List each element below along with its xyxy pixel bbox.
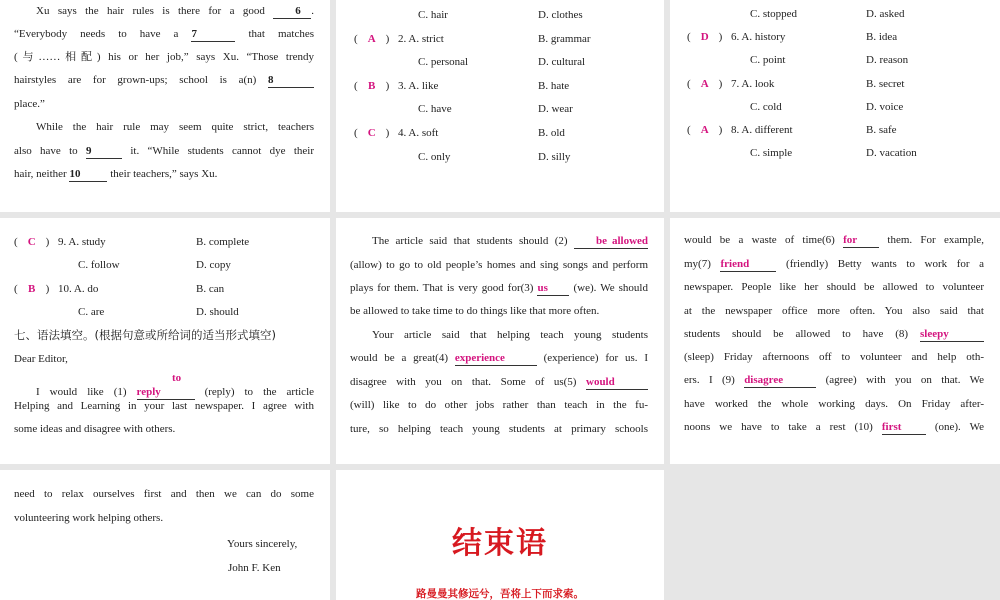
answer-paren: ( C )	[14, 236, 50, 248]
slide-5	[336, 218, 664, 464]
option-right: B. secret	[866, 77, 905, 90]
answer-mark: A	[700, 77, 709, 90]
slide-3	[670, 0, 1000, 212]
answer-mark: C	[367, 127, 376, 139]
answer-paren: ( A )	[687, 124, 723, 136]
question-option-a: 4. A. soft	[398, 127, 439, 139]
question-option-a: 8. A. different	[731, 124, 793, 136]
passage-line: would be a great(4) experience (experience) for us. I	[350, 352, 649, 364]
closing: Yours sincerely,	[227, 538, 298, 550]
passage-line: also have to 9 it. “While students cannot dye their	[14, 145, 314, 157]
passage-line: students should be allowed to have (8) sleepy	[684, 323, 984, 347]
passage-line: I would like (1) to reply (reply) to the article	[36, 372, 315, 398]
question-option-a: 2. A. strict	[398, 32, 444, 45]
option-c: C. simple	[750, 147, 793, 160]
answer-blank-7: 7	[191, 27, 235, 42]
answer-paren: ( B )	[14, 282, 50, 295]
slide-6	[670, 218, 1000, 464]
option-right: D. cultural	[538, 56, 586, 69]
option-c: C. only	[418, 150, 451, 163]
answer-blank-9: disagree	[744, 373, 816, 388]
slide-8	[336, 470, 664, 600]
passage-line: While the hair rule may seem quite strict, teachers	[36, 121, 314, 133]
option-c: C. hair	[418, 9, 448, 21]
answer-mark: D	[700, 31, 709, 44]
question-option-a: 9. A. study	[58, 236, 106, 248]
option-right: B. can	[196, 282, 225, 295]
answer-mark: B	[28, 282, 36, 295]
section-heading: 七、语法填空。(根据句意或所给词的适当形式填空)	[14, 328, 276, 342]
passage-line: ture, so helping teach young students at primary schools	[350, 423, 648, 435]
option-right: D. voice	[866, 100, 904, 113]
answer-blank-8: sleepy	[920, 327, 984, 342]
answer-blank-6: 6	[273, 4, 311, 19]
slide-1	[0, 0, 330, 212]
answer-blank-5: would	[586, 375, 648, 390]
option-right: D. reason	[866, 54, 909, 67]
option-right: D. should	[196, 306, 239, 319]
option-c: C. cold	[750, 100, 782, 113]
option-c: C. follow	[78, 259, 120, 272]
passage-line: need to relax ourselves first and then we can do some	[14, 488, 314, 500]
slide-2	[336, 0, 664, 212]
signature: John F. Ken	[228, 562, 281, 574]
option-c: C. are	[78, 306, 105, 319]
answer-blank-9: 9	[86, 144, 122, 159]
passage-line: hairstyles are for grown-ups; school is a(n) 8	[14, 69, 314, 93]
option-right: D. asked	[866, 8, 905, 20]
answer-paren: ( C )	[354, 127, 390, 139]
answer-mark: C	[27, 236, 36, 248]
question-option-a: 3. A. like	[398, 79, 439, 92]
option-right: D. clothes	[538, 9, 583, 21]
passage-line: “Everybody needs to have a 7 that matches	[14, 28, 315, 40]
passage-line: (will) like to do other jobs rather than teach in the fu-	[350, 399, 648, 411]
answer-mark: A	[700, 124, 709, 136]
passage-line: (与……相配) his or her job,” says Xu. “Those trendy	[14, 51, 314, 63]
answer-paren: ( B )	[354, 79, 390, 92]
passage-line: have worked the whole working days. On Friday after-	[684, 398, 984, 410]
ending-quote: 路曼曼其修远兮，吾将上下而求索。	[416, 588, 584, 600]
answer-paren: ( A )	[354, 32, 390, 45]
passage-line: hair, neither 10 their teachers,” says Xu.	[14, 168, 218, 180]
passage-line: Xu says the hair rules is there for a good 6 .	[36, 5, 314, 17]
passage-line: be allowed to take time to do things like that more often.	[350, 305, 600, 317]
option-right: B. grammar	[538, 32, 591, 45]
passage-line: newspaper. People like her should be allowed to volunteer	[684, 281, 984, 293]
answer-blank-1: to reply	[137, 371, 195, 400]
answer-paren: ( D )	[687, 31, 723, 44]
passage-line: at the newspaper office more often. You also said that	[684, 305, 984, 317]
option-right: D. copy	[196, 259, 231, 272]
question-option-a: 6. A. history	[731, 31, 786, 44]
passage-line: place.”	[14, 98, 45, 110]
option-c: C. stopped	[750, 8, 798, 20]
passage-line: would be a waste of time(6) for them. For example,	[684, 234, 985, 246]
answer-mark: B	[368, 79, 376, 92]
passage-line: plays for them. That is very good for(3) us (we). We should	[350, 282, 648, 294]
answer-blank-10: first	[882, 420, 926, 435]
ending-title: 结束语	[452, 526, 548, 561]
option-c: C. personal	[418, 56, 469, 69]
passage-line: ers. I (9) disagree (agree) with you on that. We	[684, 374, 985, 386]
answer-blank-6: for	[843, 233, 879, 248]
slide-7	[0, 470, 330, 600]
passage-line: (sleep) Friday afternoons off to volunteer and help oth-	[684, 351, 984, 363]
answer-blank-10: 10	[69, 167, 107, 182]
option-right: D. wear	[538, 103, 573, 116]
slide-4	[0, 218, 330, 464]
passage-line: Your article said that helping teach young students	[372, 329, 648, 341]
question-option-a: 10. A. do	[58, 282, 99, 295]
option-right: D. silly	[538, 150, 571, 163]
passage-line: noons we have to take a rest (10) first (one). We	[684, 421, 984, 433]
option-right: B. idea	[866, 31, 898, 44]
greeting: Dear Editor,	[14, 353, 68, 365]
passage-line: The article said that students should (2) be allowed	[372, 235, 649, 247]
passage-line: Helping and Learning in your last newspaper. I agree with	[14, 400, 314, 412]
option-c: C. point	[750, 54, 786, 67]
passage-line: disagree with you on that. Some of us(5) would	[350, 371, 648, 395]
option-right: B. safe	[866, 124, 897, 136]
passage-line: (allow) to go to old people’s homes and sing songs and perform	[350, 259, 648, 271]
passage-line: my(7) friend (friendly) Betty wants to work for a	[684, 258, 985, 270]
passage-line: some ideas and disagree with others.	[14, 423, 176, 435]
option-right: D. vacation	[866, 147, 917, 160]
option-right: B. old	[538, 127, 565, 139]
option-right: B. complete	[196, 236, 250, 248]
option-c: C. have	[418, 103, 452, 116]
answer-blank-8: 8	[268, 73, 314, 88]
option-right: B. hate	[538, 79, 570, 92]
passage-line: volunteering work helping others.	[14, 512, 164, 524]
answer-blank-4: experience	[455, 351, 537, 366]
answer-blank-2: be allowed	[574, 234, 648, 249]
answer-paren: ( A )	[687, 77, 723, 90]
answer-blank-7: friend	[720, 257, 776, 272]
question-option-a: 7. A. look	[731, 77, 775, 90]
answer-mark: A	[367, 32, 376, 45]
answer-blank-3: us	[537, 281, 569, 296]
